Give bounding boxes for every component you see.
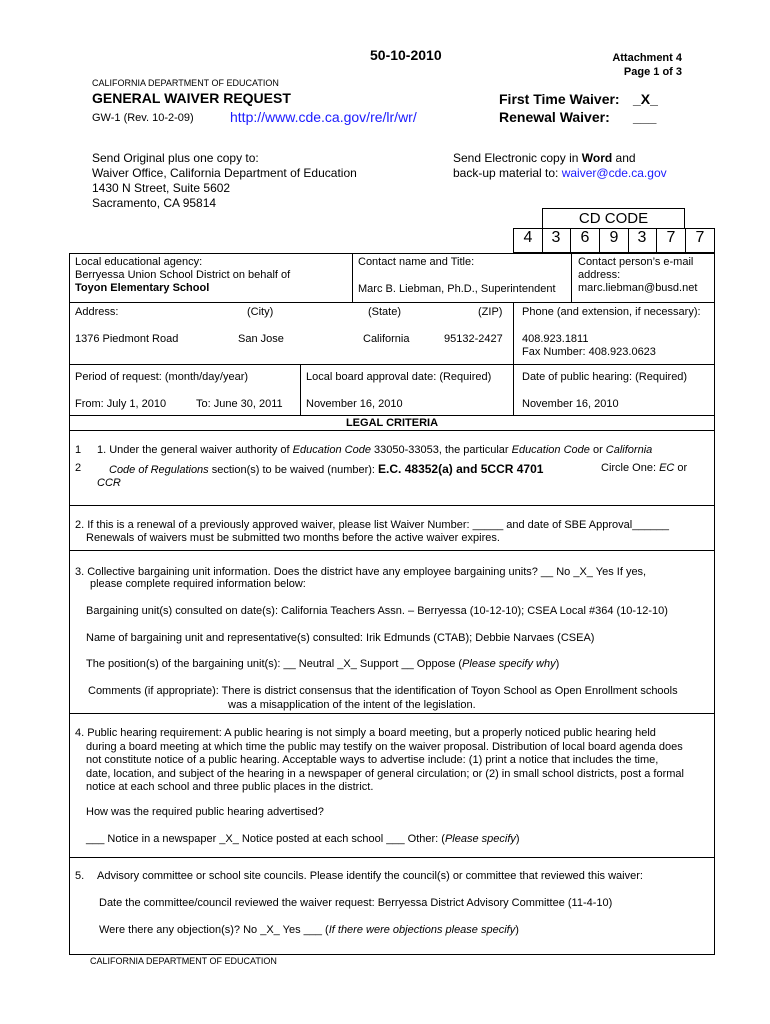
objections-text: Were there any objection(s)? No _X_ Yes ___ (: [99, 924, 329, 936]
row-divider: [69, 364, 715, 365]
position-italic: Please specify why: [462, 658, 556, 670]
period-label: Period of request: (month/day/year): [75, 371, 249, 383]
agency-label: Local educational agency:: [75, 256, 203, 268]
zip-label: (ZIP): [478, 306, 503, 318]
city-label: (City): [247, 306, 274, 318]
ec-option: EC: [659, 462, 675, 474]
footer-dept: CALIFORNIA DEPARTMENT OF EDUCATION: [90, 956, 277, 966]
send-line: Sacramento, CA 95814: [92, 196, 217, 210]
cd-divider: [656, 228, 657, 253]
word-format: Word: [581, 151, 613, 165]
waiver-email-link[interactable]: waiver@cde.ca.gov: [561, 166, 667, 180]
send-text: Send Electronic copy in: [453, 151, 582, 165]
renewal-value: ___: [633, 109, 657, 125]
row-divider: [69, 713, 715, 714]
section-1-line-2: [109, 462, 543, 476]
code-sections-value: E.C. 48352(a) and 5CCR 4701: [378, 462, 544, 476]
ccr-option: CCR: [97, 477, 121, 489]
section-5-number: 5.: [75, 870, 85, 882]
comments-line-2: was a misapplication of the intent of the legislation.: [228, 699, 476, 711]
options-text: ___ Notice in a newspaper _X_ Notice posted at each school ___ Other: (: [86, 833, 445, 845]
email-label: Contact person’s e-mail: [578, 256, 694, 268]
state-label: (State): [368, 306, 402, 318]
s4-line: not constitute notice of a public hearing. Acceptable ways to advertise include: (1) print a notice that includes the time,: [86, 754, 659, 766]
renewal-label: Renewal Waiver:: [499, 109, 610, 125]
options-italic: Please specify: [444, 833, 516, 845]
cd-digit: 9: [609, 229, 619, 246]
contact-label: Contact name and Title:: [358, 256, 475, 268]
committee-date: Date the committee/council reviewed the waiver request: Berryessa District Advisory Committee (11-4-10): [99, 897, 613, 909]
city-value: San Jose: [238, 333, 284, 345]
board-approval-value: November 16, 2010: [306, 398, 403, 410]
street-value: 1376 Piedmont Road: [75, 333, 179, 345]
section-5-line-1: Advisory committee or school site councils. Please identify the council(s) or committee that reviewed this waiver:: [97, 870, 643, 882]
hearing-label: Date of public hearing: (Required): [522, 371, 688, 383]
row-divider: [69, 415, 715, 416]
send-electronic-block: [453, 151, 667, 181]
position-text: The position(s) of the bargaining unit(s): __ Neutral _X_ Support __ Oppose (: [86, 658, 463, 670]
hearing-options: [86, 833, 520, 845]
section-3-line-1: 3. Collective bargaining unit information. Does the district have any employee bargaining units? __ No _X_ Yes If yes,: [75, 566, 647, 578]
cd-divider: [570, 228, 571, 253]
circle-one-label: Circle One:: [601, 462, 660, 474]
email-label: address:: [578, 269, 621, 281]
send-line: Waiver Office, California Department of Education: [92, 166, 357, 180]
row-divider: [69, 857, 715, 858]
send-electronic-line: [453, 151, 667, 166]
cd-divider: [599, 228, 600, 253]
agency-line: Berryessa Union School District on behalf of: [75, 269, 291, 281]
s1-text: 33050-33053, the particular: [370, 444, 512, 456]
bargaining-consulted: Bargaining unit(s) consulted on date(s): California Teachers Assn. – Berryessa (10-12-10); CSEA Local #364 (10-12-10): [86, 605, 668, 617]
section-1-line-1: [97, 444, 652, 456]
bargaining-names: Name of bargaining unit and representative(s) consulted: Irik Edmunds (CTAB); Debbie Narvaes (CSEA): [86, 632, 595, 644]
send-text: and: [612, 151, 636, 165]
waiver-url-link[interactable]: http://www.cde.ca.gov/re/lr/wr/: [230, 109, 417, 125]
cell-divider: [513, 302, 514, 364]
options-text: ): [515, 833, 520, 845]
agency-cell: [75, 256, 290, 295]
objections-text: ): [515, 924, 519, 936]
contact-value: Marc B. Liebman, Ph.D., Superintendent: [358, 283, 556, 295]
email-cell: [578, 256, 697, 295]
cd-digit: 4: [523, 229, 533, 246]
form-id: GW-1 (Rev. 10-2-09): [92, 112, 194, 124]
s1-text: 1. Under the general waiver authority of: [97, 444, 293, 456]
first-time-value: _X_: [633, 91, 658, 107]
cd-digit: 3: [637, 229, 647, 246]
row-divider: [69, 302, 715, 303]
section-3-line-2: please complete required information below:: [90, 578, 306, 590]
s4-line: date, location, and subject of the hearing in a newspaper of general circulation; or (2) in small school districts, post a formal: [86, 767, 684, 780]
s1-text: or: [589, 444, 606, 456]
page-number: Page 1 of 3: [623, 66, 682, 78]
s1-text: section(s) to be waived (number):: [208, 464, 379, 476]
board-approval-label: Local board approval date: (Required): [306, 371, 492, 383]
phone-value: 408.923.1811: [522, 333, 589, 345]
bargaining-position: [86, 658, 559, 670]
period-from: From: July 1, 2010: [75, 398, 167, 410]
cell-divider: [513, 364, 514, 415]
phone-label: Phone (and extension, if necessary):: [522, 306, 701, 318]
position-text: ): [555, 658, 560, 670]
cd-digit: 7: [666, 229, 676, 246]
s1-code: Education Code: [511, 444, 590, 456]
cd-digit: 7: [695, 229, 705, 246]
s1-regs: Code of Regulations: [109, 464, 209, 476]
attachment-label: Attachment 4: [612, 52, 682, 64]
objections-italic: If there were objections please specify: [328, 924, 516, 936]
row-divider: [69, 550, 715, 551]
backup-text: back-up material to:: [453, 166, 562, 180]
zip-value: 95132-2427: [444, 333, 503, 345]
send-line: 1430 N Street, Suite 5602: [92, 181, 231, 195]
cell-divider: [571, 253, 572, 302]
send-line: Send Original plus one copy to:: [92, 151, 259, 165]
hearing-question: How was the required public hearing advertised?: [86, 806, 324, 818]
section-2-line-1: 2. If this is a renewal of a previously approved waiver, please list Waiver Number: _____ and date of SBE Approval______: [75, 519, 669, 531]
cd-digit: 3: [551, 229, 561, 246]
school-name: Toyon Elementary School: [75, 282, 210, 294]
s4-line: 4. Public hearing requirement: A public hearing is not simply a board meeting, but a properly noticed public hearing held: [75, 727, 656, 739]
cell-divider: [352, 253, 353, 302]
email-value: marc.liebman@busd.net: [578, 282, 698, 294]
row-divider: [69, 430, 715, 431]
date-code: 50-10-2010: [370, 47, 442, 63]
cd-code-label: CD CODE: [578, 210, 649, 227]
cell-divider: [300, 364, 301, 415]
comments-line-1: Comments (if appropriate): There is district consensus that the identification of Toyon School as Open Enrollment schools: [88, 685, 678, 697]
objections: [99, 924, 519, 936]
s1-code: Education Code: [292, 444, 371, 456]
circle-one: [601, 462, 687, 474]
row-number: 2: [75, 462, 82, 474]
s4-line: during a board meeting at which time the public may testify on the waiver proposal. Distribution of local board agenda does: [86, 740, 683, 753]
cd-divider: [542, 228, 543, 253]
section-2-line-2: Renewals of waivers must be submitted two months before the active waiver expires.: [86, 532, 500, 544]
first-time-label: First Time Waiver:: [499, 91, 620, 107]
legal-criteria-heading: LEGAL CRITERIA: [345, 417, 439, 429]
backup-line: [453, 166, 667, 181]
period-to: To: June 30, 2011: [196, 398, 283, 410]
or-text: or: [674, 462, 688, 474]
row-number: 1: [75, 444, 82, 456]
phone-cell: [522, 333, 656, 359]
s1-ca: California: [605, 444, 653, 456]
section-4-text: [75, 727, 684, 795]
state-value: California: [363, 333, 410, 345]
cd-divider: [685, 228, 686, 253]
cd-divider: [628, 228, 629, 253]
cd-digit: 6: [580, 229, 590, 246]
hearing-value: November 16, 2010: [522, 398, 619, 410]
address-label: Address:: [75, 306, 119, 318]
dept-name: CALIFORNIA DEPARTMENT OF EDUCATION: [92, 78, 279, 88]
send-original-block: [92, 151, 357, 211]
row-divider: [69, 505, 715, 506]
page-title: GENERAL WAIVER REQUEST: [92, 90, 291, 106]
fax-value: Fax Number: 408.923.0623: [522, 346, 656, 358]
s4-line: notice at each school and three public places in the district.: [86, 781, 374, 793]
